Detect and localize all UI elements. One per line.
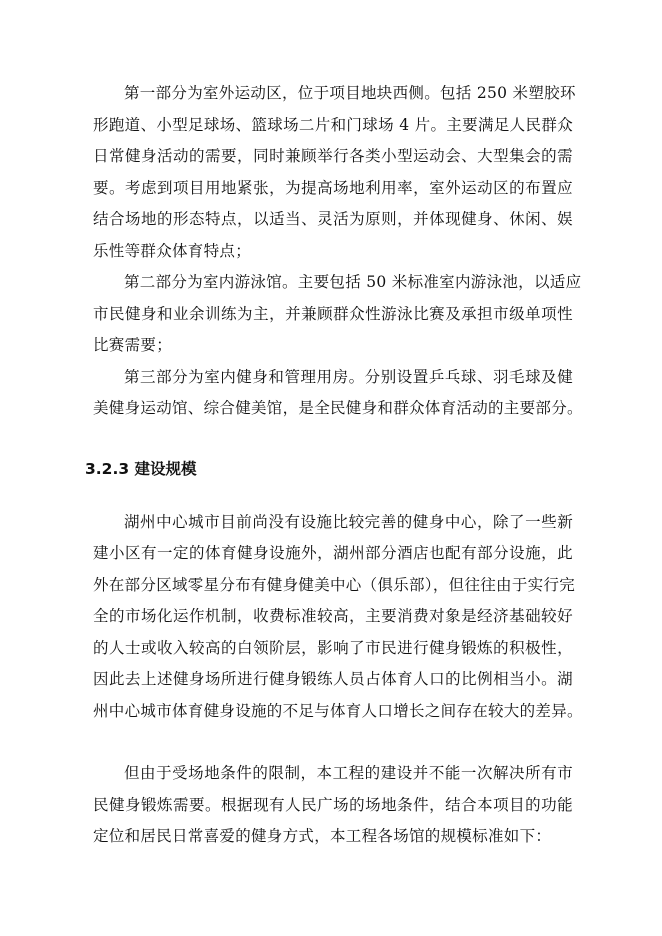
paragraph-scale-standard xyxy=(93,758,573,853)
paragraph-current-situation xyxy=(93,507,583,728)
text-line: 市民健身和业余训练为主，并兼顾群众性游泳比赛及承担市级单项性 xyxy=(93,304,573,323)
text-line: 第一部分为室外运动区，位于项目地块西侧。包括 250 米塑胶环 xyxy=(124,84,576,102)
text-line: 因此去上述健身场所进行健身锻练人员占体育人口的比例相当小。湖 xyxy=(93,670,573,688)
text-line: 外在部分区域零星分布有健身健美中心（俱乐部），但往往由于实行完 xyxy=(93,575,576,594)
text-line: 定位和居民日常喜爱的健身方式，本工程各场馆的规模标准如下： xyxy=(93,827,552,845)
text-line: 第三部分为室内健身和管理用房。分别设置乒乓球、羽毛球及健 xyxy=(124,367,573,386)
text-line: 形跑道、小型足球场、篮球场二片和门球场 4 片。主要满足人民群众 xyxy=(93,115,573,134)
text-line: 乐性等群众体育特点； xyxy=(93,241,252,260)
text-line: 要。考虑到项目用地紧张，为提高场地利用率，室外运动区的布置应 xyxy=(93,178,573,197)
text-line: 日常健身活动的需要，同时兼顾举行各类小型运动会、大型集会的需 xyxy=(93,147,573,165)
paragraph-indoor-fitness xyxy=(93,362,583,425)
text-line: 美健身运动馆、综合健美馆，是全民健身和群众体育活动的主要部分。 xyxy=(93,399,583,417)
paragraph-swimming-hall xyxy=(93,267,582,362)
text-line: 比赛需要； xyxy=(93,336,173,354)
document-page xyxy=(85,78,583,853)
section-heading: 3.2.3 建设规模 xyxy=(85,459,197,478)
paragraph-outdoor-area xyxy=(93,78,576,267)
text-line: 结合场地的形态特点，以适当、灵活为原则，并体现健身、休闲、娱 xyxy=(93,210,573,228)
text-line: 全的市场化运作机制，收费标准较高，主要消费对象是经济基础较好 xyxy=(93,607,573,625)
text-line: 但由于受场地条件的限制，本工程的建设并不能一次解决所有市 xyxy=(124,764,573,782)
text-line: 民健身锻炼需要。根据现有人民广场的场地条件，结合本项目的功能 xyxy=(93,795,573,814)
text-line: 的人士或收入较高的白领阶层，影响了市民进行健身锻炼的积极性， xyxy=(93,638,573,657)
text-line: 建小区有一定的体育健身设施外，湖州部分酒店也配有部分设施，此 xyxy=(93,544,573,562)
text-line: 第二部分为室内游泳馆。主要包括 50 米标准室内游泳池，以适应 xyxy=(124,273,582,291)
text-line: 州中心城市体育健身设施的不足与体育人口增长之间存在较大的差异。 xyxy=(93,701,583,720)
text-line: 湖州中心城市目前尚没有设施比较完善的健身中心，除了一些新 xyxy=(124,512,573,531)
